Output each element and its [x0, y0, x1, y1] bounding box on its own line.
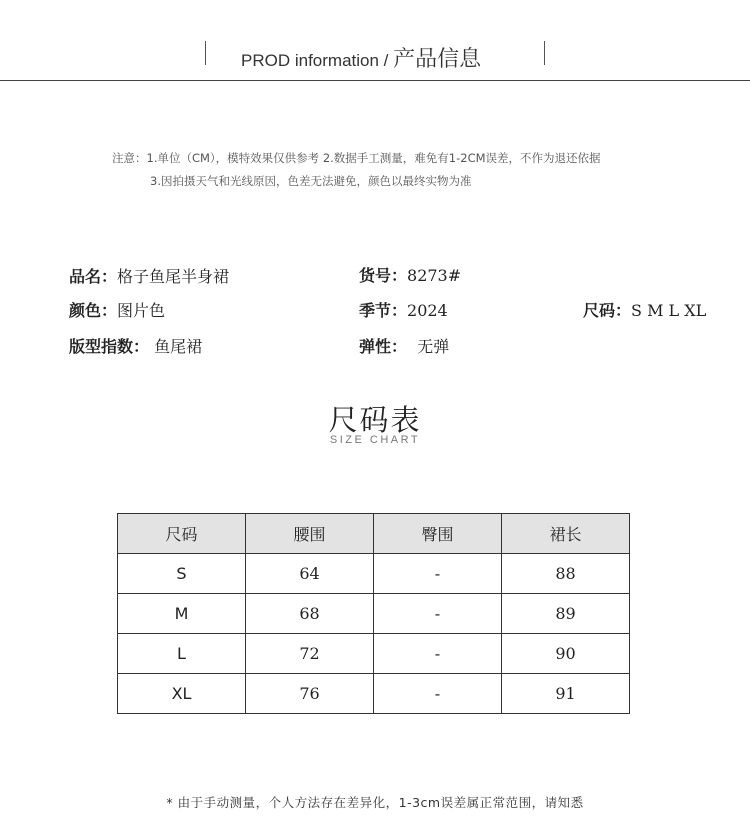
size-chart-subtitle: SIZE CHART: [329, 434, 421, 446]
table-cell-waist: 64: [246, 554, 374, 594]
table-cell-hip: -: [374, 554, 502, 594]
attr-sku-label: 货号：: [359, 266, 408, 285]
table-cell-size: XL: [118, 674, 246, 714]
attr-name: [69, 264, 229, 287]
attr-name-label: 品名：: [69, 267, 118, 286]
attr-color-value: 图片色: [117, 301, 166, 320]
table-row: [118, 554, 630, 594]
note-line-2: 3.因拍摄天气和光线原因，色差无法避免，颜色以最终实物为准: [150, 174, 472, 188]
attr-elastic: [359, 334, 449, 357]
table-cell-length: 90: [502, 634, 630, 674]
attr-sku-value: 8273#: [407, 266, 462, 285]
attr-sku: [359, 263, 461, 286]
attr-color: [69, 298, 165, 321]
table-cell-waist: 76: [246, 674, 374, 714]
table-header-row: [118, 514, 630, 554]
attr-season-value: 2024: [407, 301, 448, 320]
table-cell-waist: 72: [246, 634, 374, 674]
size-chart-title: 尺码表: [328, 403, 422, 437]
header-title-en: PROD information /: [241, 51, 394, 70]
table-header-cell: 裙长: [502, 514, 630, 554]
table-cell-size: M: [118, 594, 246, 634]
table-row: [118, 634, 630, 674]
table-cell-length: 89: [502, 594, 630, 634]
header-divider: [0, 80, 750, 81]
table-cell-hip: -: [374, 674, 502, 714]
table-cell-length: 91: [502, 674, 630, 714]
attr-size-label: 尺码：: [583, 301, 632, 320]
table-header-cell: 尺码: [118, 514, 246, 554]
table-row: [118, 594, 630, 634]
table-header-cell: 腰围: [246, 514, 374, 554]
header-left-bar: [205, 41, 206, 65]
attr-elastic-label: 弹性：: [359, 337, 408, 356]
table-cell-size: S: [118, 554, 246, 594]
note-line-1: 注意：1.单位（CM），模特效果仅供参考 2.数据手工测量，难免有1-2CM误差，不作为退还依据: [112, 151, 601, 165]
table-row: [118, 674, 630, 714]
table-cell-hip: -: [374, 594, 502, 634]
attr-elastic-value: 无弹: [417, 337, 450, 356]
table-cell-length: 88: [502, 554, 630, 594]
header-title: [241, 42, 481, 73]
attr-fit: [69, 334, 202, 357]
attr-fit-label: 版型指数：: [69, 337, 150, 356]
footnote: * 由于手动测量，个人方法存在差异化，1-3cm误差属正常范围，请知悉: [166, 795, 584, 810]
table-header-cell: 臀围: [374, 514, 502, 554]
size-chart-table: [117, 513, 630, 714]
attr-color-label: 颜色：: [69, 301, 118, 320]
attr-fit-value: 鱼尾裙: [154, 337, 203, 356]
table-cell-size: L: [118, 634, 246, 674]
attr-size: [583, 298, 706, 321]
table-cell-waist: 68: [246, 594, 374, 634]
header-title-cn: 产品信息: [393, 47, 482, 72]
attr-name-value: 格子鱼尾半身裙: [117, 267, 230, 286]
table-cell-hip: -: [374, 634, 502, 674]
header: [0, 0, 750, 82]
attr-size-value: S M L XL: [631, 301, 707, 320]
header-right-bar: [544, 41, 545, 65]
attr-season-label: 季节：: [359, 301, 408, 320]
attr-season: [359, 298, 448, 321]
